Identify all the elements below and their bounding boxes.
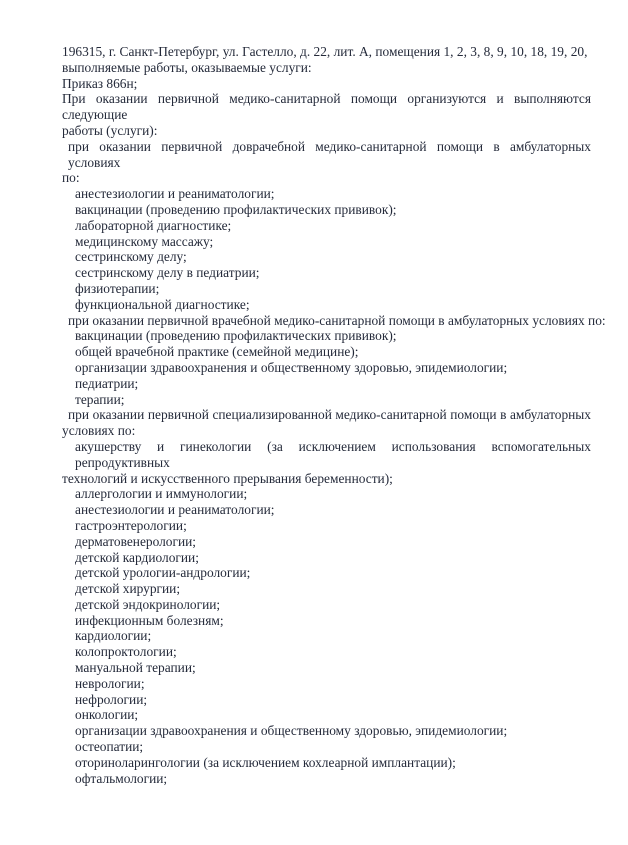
document-text-line: инфекционным болезням; — [75, 612, 224, 628]
document-text-line: условиях по: — [62, 423, 136, 439]
document-text-line: анестезиологии и реаниматологии; — [75, 186, 275, 202]
document-text-line: сестринскому делу; — [75, 249, 187, 265]
document-text-line: 196315, г. Санкт-Петербург, ул. Гастелло, д. 22, лит. А, помещения 1, 2, 3, 8, 9, 10, 18, 19, 20, — [62, 44, 588, 59]
document-text-line: оториноларингологии (за исключением кохлеарной имплантации); — [75, 754, 456, 770]
document-text-line: дерматовенерологии; — [75, 533, 197, 549]
document-text-line: вакцинации (проведению профилактических прививок); — [75, 328, 397, 344]
document-text-line: При оказании первичной медико-санитарной помощи организуются и выполняются следующие — [62, 91, 591, 123]
document-text-line: терапии; — [75, 391, 125, 407]
document-text-line: при оказании первичной доврачебной медико-санитарной помощи в амбулаторных условиях — [68, 138, 591, 170]
document-text-line: акушерству и гинекологии (за исключением использования вспомогательных репродуктивных — [75, 438, 591, 470]
document-text-line: общей врачебной практике (семейной медицине); — [75, 344, 359, 360]
document-text-line: мануальной терапии; — [75, 660, 196, 676]
document-text-line: нефрологии; — [75, 691, 148, 707]
document-text-line: технологий и искусственного прерывания беременности); — [62, 470, 393, 486]
license-works-text-block — [62, 44, 606, 786]
document-text-line: работы (услуги): — [62, 122, 158, 138]
document-text-line: офтальмологии; — [75, 770, 168, 786]
document-text-line: детской хирургии; — [75, 581, 181, 597]
document-text-line: по: — [62, 170, 80, 186]
document-text-line: лабораторной диагностике; — [75, 217, 232, 233]
document-text-line: анестезиологии и реаниматологии; — [75, 502, 275, 518]
document-text-line: аллергологии и иммунологии; — [75, 486, 248, 502]
document-text-line: остеопатии; — [75, 739, 144, 755]
document-text-line: функциональной диагностике; — [75, 296, 250, 312]
document-text-line: гастроэнтерологии; — [75, 517, 187, 533]
document-text-line: сестринскому делу в педиатрии; — [75, 265, 260, 281]
document-text-line: детской кардиологии; — [75, 549, 199, 565]
document-text-line: неврологии; — [75, 675, 145, 691]
document-text-line: детской эндокринологии; — [75, 596, 221, 612]
document-text-line: колопроктологии; — [75, 644, 177, 660]
document-text-line: онкологии; — [75, 707, 139, 723]
document-text-line: выполняемые работы, оказываемые услуги: — [62, 59, 312, 75]
document-text-line: при оказании первичной специализированной медико-санитарной помощи в амбулаторных — [68, 407, 591, 423]
document-text-line: вакцинации (проведению профилактических прививок); — [75, 201, 397, 217]
document-text-line: медицинскому массажу; — [75, 233, 214, 249]
document-text-line: при оказании первичной врачебной медико-санитарной помощи в амбулаторных условиях по: — [68, 312, 606, 328]
document-text-line: организации здравоохранения и общественному здоровью, эпидемиологии; — [75, 723, 508, 739]
document-text-line: педиатрии; — [75, 375, 139, 391]
document-text-line: физиотерапии; — [75, 280, 160, 296]
document-text-line: Приказ 866н; — [62, 75, 138, 91]
document-text-line: организации здравоохранения и общественному здоровью, эпидемиологии; — [75, 359, 508, 375]
document-text-line: кардиологии; — [75, 628, 152, 644]
document-text-line: детской урологии-андрологии; — [75, 565, 251, 581]
